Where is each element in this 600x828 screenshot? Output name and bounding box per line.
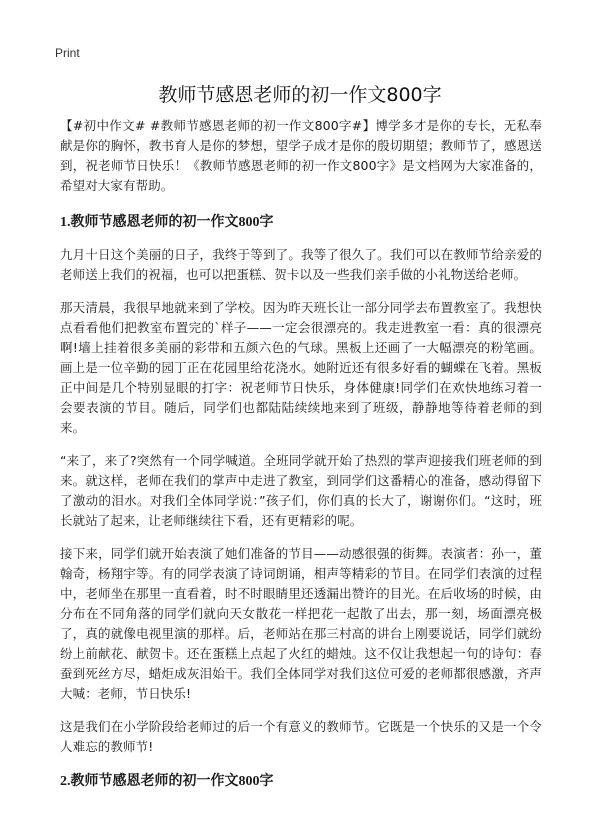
- paragraph-3: “来了，来了?突然有一个同学喊道。全班同学就开始了热烈的掌声迎接我们班老师的到来。就这样，老师在我们的掌声中走进了教室，到同学们这番精心的准备，感动得留下了激动的泪水。对我们全体同学说：”孩子们，你们真的长大了，谢谢你们。“这时，班长就站了起来，让老师继续往下看，还有更精彩的呢。: [60, 453, 542, 528]
- article-body: [60, 116, 542, 804]
- section-heading-2: 2.教师节感恩老师的初一作文800字: [60, 774, 274, 789]
- page-title: 教师节感恩老师的初一作文800字: [158, 84, 442, 106]
- section-heading-1: 1.教师节感恩老师的初一作文800字: [60, 215, 274, 230]
- paragraph-4: 接下来，同学们就开始表演了她们准备的节目——动感很强的街舞。表演者：孙一，董翰奇，杨翔宇等。有的同学表演了诗词朗诵，相声等精彩的节目。在同学们表演的过程中，老师坐在那里一直看着，时不时眼睛里还透漏出赞许的目光。在后收场的时候，由分布在不同角落的同学们就向天女散花一样把花一起散了出去，那一刻，场面漂亮极了，真的就像电视里演的那样。后，老师站在那三村高的讲台上刚要说话，同学们就纷纷上前献花、献贺卡。还在蛋糕上点起了火红的蜡烛。这不仅让我想起一句的诗句：春蚕到死丝方尽，蜡炬成灰泪始干。我们全体同学对我们这位可爱的老师都很感激，齐声大喊：老师，节日快乐!: [60, 546, 542, 701]
- intro-paragraph: 【#初中作文# #教师节感恩老师的初一作文800字#】博学多才是你的专长，无私奉献是你的胸怀，教书育人是你的梦想，望学子成才是你的殷切期望；教师节了，感恩送到，祝老师节日快乐！《教师节感恩老师的初一作文800字》是文档网为大家准备的，希望对大家有帮助。: [60, 118, 542, 193]
- paragraph-1: 九月十日这个美丽的日子，我终于等到了。我等了很久了。我们可以在教师节给亲爱的老师送上我们的祝福，也可以把蛋糕、贺卡以及一些我们亲手做的小礼物送给老师。: [60, 247, 542, 282]
- print-link[interactable]: Print: [55, 46, 80, 60]
- paragraph-2: 那天清晨，我很早地就来到了学校。因为昨天班长让一部分同学去布置教室了。我想快点看看他们把教室布置完的`样子——一定会很漂亮的。我走进教室一看：真的很漂亮啊!墙上挂着很多美丽的彩带和五颜六色的气球。黑板上还画了一大幅漂亮的粉笔画。画上是一位辛勤的园丁正在花园里给花浇水。她附近还有很多好看的蝴蝶在飞着。黑板正中间是几个特别显眼的打字：祝老师节日快乐，身体健康!同学们在欢快地练习着一会要表演的节目。随后，同学们也都陆陆续续地来到了班级，静静地等待着老师的到来。: [60, 300, 542, 435]
- paragraph-5: 这是我们在小学阶段给老师过的后一个有意义的教师节。它既是一个快乐的又是一个令人难忘的教师节!: [60, 719, 542, 754]
